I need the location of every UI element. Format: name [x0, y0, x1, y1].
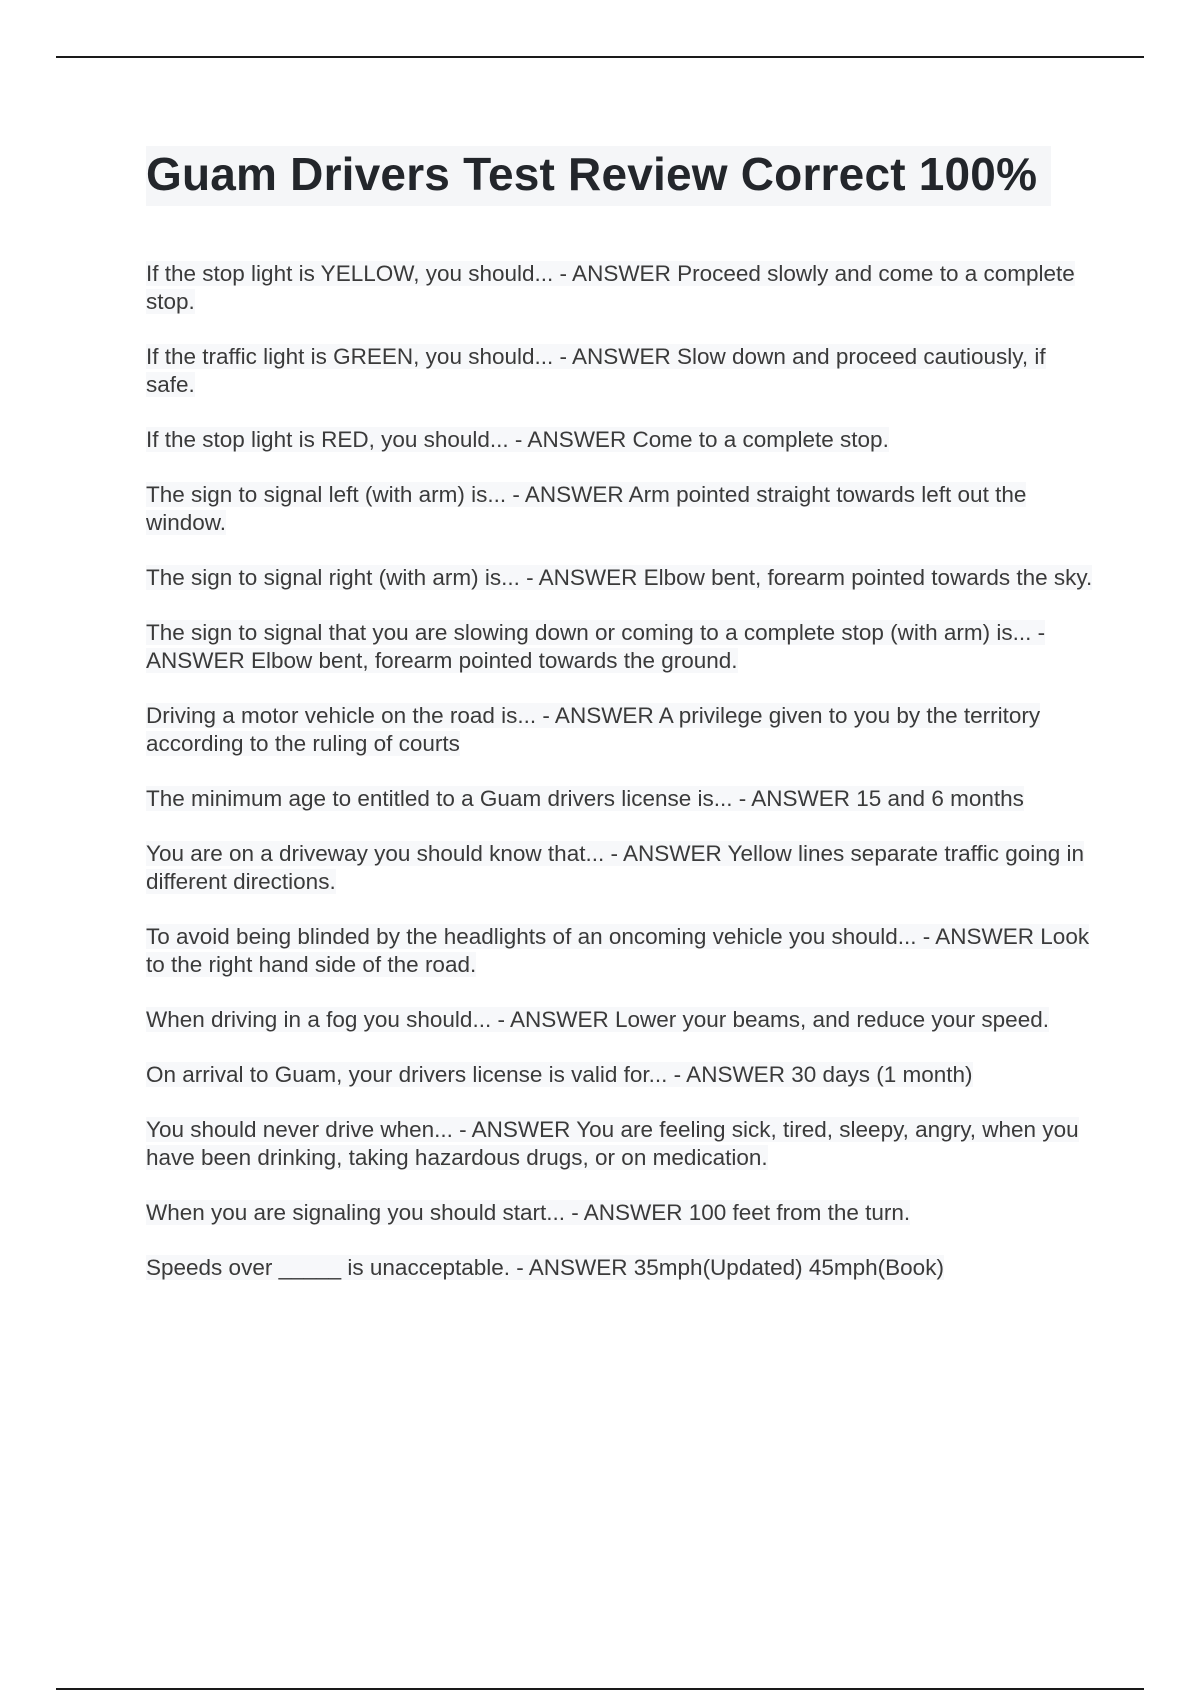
- qa-item: [146, 702, 1096, 758]
- qa-item: [146, 1061, 1096, 1089]
- qa-text: When you are signaling you should start... - ANSWER 100 feet from the turn.: [146, 1200, 911, 1225]
- top-rule: [56, 56, 1144, 58]
- qa-item: [146, 1199, 1096, 1227]
- document-title: Guam Drivers Test Review Correct 100%: [146, 146, 1051, 206]
- qa-text: You should never drive when... - ANSWER You are feeling sick, tired, sleepy, angry, when you have been drinking, taking hazardous drugs, or on medication.: [146, 1117, 1079, 1170]
- qa-text: If the stop light is RED, you should... - ANSWER Come to a complete stop.: [146, 427, 889, 452]
- qa-item: [146, 1006, 1096, 1034]
- qa-item: [146, 481, 1096, 537]
- qa-item: [146, 1254, 1096, 1282]
- qa-item: [146, 260, 1096, 316]
- qa-text: If the traffic light is GREEN, you should... - ANSWER Slow down and proceed cautiously, if safe.: [146, 344, 1046, 397]
- qa-item: [146, 1116, 1096, 1172]
- qa-text: When driving in a fog you should... - ANSWER Lower your beams, and reduce your speed.: [146, 1007, 1049, 1032]
- qa-text: The sign to signal that you are slowing down or coming to a complete stop (with arm) is... - ANSWER Elbow bent, forearm pointed towards the ground.: [146, 620, 1046, 673]
- document-body: [146, 146, 1096, 1309]
- qa-item: [146, 564, 1096, 592]
- qa-text: The minimum age to entitled to a Guam drivers license is... - ANSWER 15 and 6 months: [146, 786, 1024, 811]
- qa-text: If the stop light is YELLOW, you should... - ANSWER Proceed slowly and come to a complete stop.: [146, 261, 1075, 314]
- qa-text: The sign to signal left (with arm) is... - ANSWER Arm pointed straight towards left out the window.: [146, 482, 1027, 535]
- bottom-rule: [56, 1688, 1144, 1690]
- qa-item: [146, 343, 1096, 399]
- qa-text: On arrival to Guam, your drivers license is valid for... - ANSWER 30 days (1 month): [146, 1062, 973, 1087]
- qa-item: [146, 426, 1096, 454]
- qa-item: [146, 840, 1096, 896]
- qa-text: To avoid being blinded by the headlights of an oncoming vehicle you should... - ANSWER Look to the right hand side of the road.: [146, 924, 1090, 977]
- qa-text: The sign to signal right (with arm) is... - ANSWER Elbow bent, forearm pointed towards the sky.: [146, 565, 1093, 590]
- qa-text: Speeds over _____ is unacceptable. - ANSWER 35mph(Updated) 45mph(Book): [146, 1255, 944, 1280]
- qa-item: [146, 619, 1096, 675]
- qa-text: Driving a motor vehicle on the road is... - ANSWER A privilege given to you by the territory according to the ruling of courts: [146, 703, 1041, 756]
- qa-list: [146, 260, 1096, 1282]
- qa-item: [146, 785, 1096, 813]
- qa-item: [146, 923, 1096, 979]
- qa-text: You are on a driveway you should know that... - ANSWER Yellow lines separate traffic going in different directions.: [146, 841, 1085, 894]
